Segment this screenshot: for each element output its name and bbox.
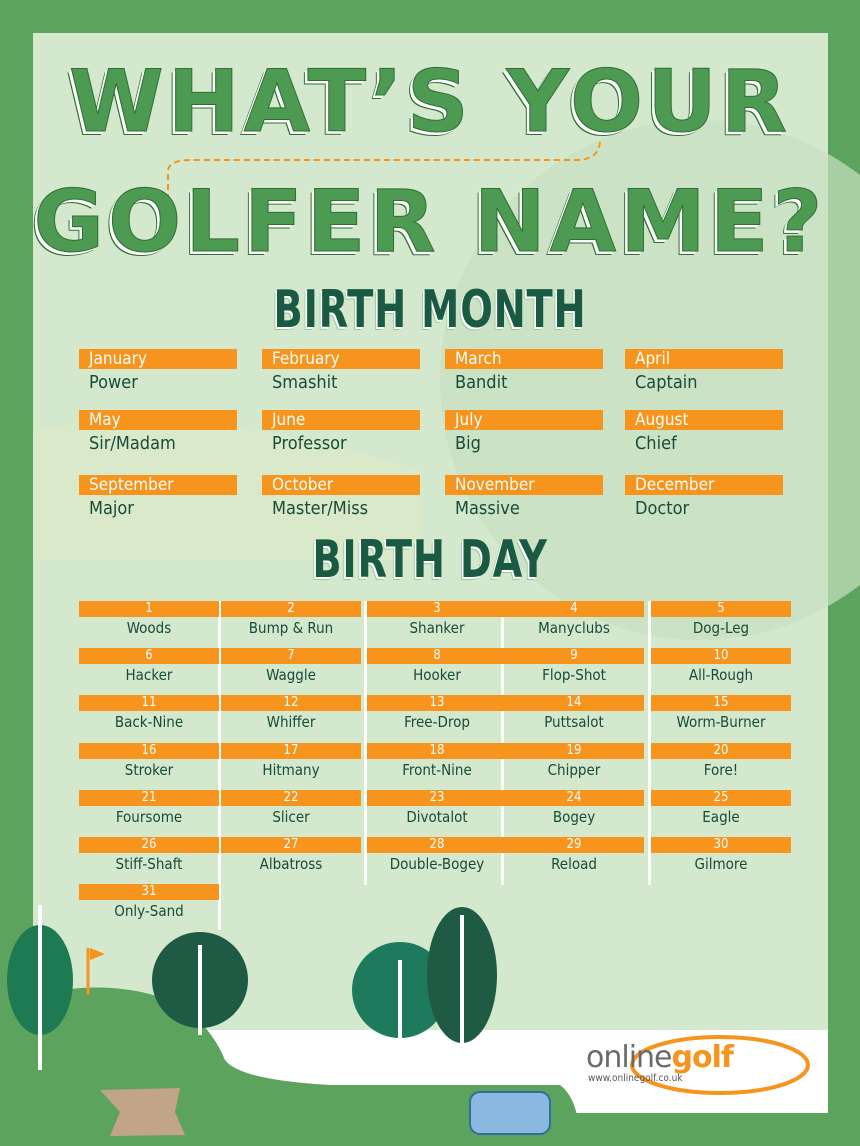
day-entry [651,648,791,684]
day-number: 27 [221,837,361,853]
logo-url: www.onlinegolf.co.uk [588,1073,683,1084]
month-label: December [625,475,783,495]
day-number: 22 [221,790,361,806]
month-label: January [79,349,237,369]
day-entry [504,837,644,873]
day-number: 19 [504,743,644,759]
day-entry [367,601,507,637]
month-golfer-name: Chief [635,433,677,454]
day-golfer-name: Divotalot [406,807,468,826]
day-entry [79,884,219,920]
water-hazard [470,1092,550,1134]
day-entry [651,695,791,731]
month-golfer-name: Professor [272,433,347,454]
month-entry [79,349,237,393]
day-number: 17 [221,743,361,759]
month-entry [625,475,783,519]
month-label: April [625,349,783,369]
day-entry [79,648,219,684]
month-entry [445,349,603,393]
month-golfer-name: Doctor [635,498,690,519]
title-line-2: GOLFER NAME? [33,172,827,272]
day-golfer-name: Free-Drop [404,713,470,732]
day-golfer-name: Stroker [124,760,174,779]
month-entry [262,349,420,393]
day-number: 31 [79,884,219,900]
day-golfer-name: Dog-Leg [692,619,750,637]
day-entry [651,743,791,779]
day-golfer-name: All-Rough [688,666,754,685]
day-golfer-name: Front-Nine [402,760,472,779]
birth-month-heading: BIRTH MONTH [273,280,587,340]
day-entry [367,790,507,826]
day-golfer-name: Chipper [547,760,601,779]
month-entry [262,410,420,454]
day-entry [79,790,219,826]
month-label: November [445,475,603,495]
month-label: August [625,410,783,430]
day-entry [504,648,644,684]
day-number: 9 [504,648,644,664]
day-golfer-name: Hooker [413,666,461,685]
day-golfer-name: Worm-Burner [676,713,766,732]
day-golfer-name: Woods [126,619,172,637]
month-entry [445,475,603,519]
day-number: 11 [79,695,219,711]
day-entry [367,837,507,873]
day-entry [504,743,644,779]
day-entry [79,601,219,637]
day-entry [79,743,219,779]
day-entry [651,601,791,637]
month-label: July [445,410,603,430]
day-number: 16 [79,743,219,759]
birth-day-heading: BIRTH DAY [312,530,548,590]
day-golfer-name: Fore! [703,760,739,779]
day-entry [79,695,219,731]
month-entry [445,410,603,454]
day-golfer-name: Manyclubs [538,619,610,637]
logo-part-2: golf [671,1040,733,1075]
day-number: 18 [367,743,507,759]
day-number: 20 [651,743,791,759]
day-golfer-name: Hitmany [262,760,320,779]
month-golfer-name: Major [89,498,134,519]
day-golfer-name: Stiff-Shaft [115,855,183,873]
day-number: 5 [651,601,791,617]
day-number: 13 [367,695,507,711]
day-entry [79,837,219,873]
day-golfer-name: Slicer [272,807,310,826]
day-golfer-name: Double-Bogey [389,855,485,873]
month-golfer-name: Power [89,372,138,393]
day-number: 4 [504,601,644,617]
onlinegolf-logo [586,1040,733,1084]
day-golfer-name: Bump & Run [248,619,334,637]
day-number: 30 [651,837,791,853]
day-number: 7 [221,648,361,664]
month-golfer-name: Bandit [455,372,508,393]
month-label: May [79,410,237,430]
title-line-1: WHAT’S YOUR [68,52,792,152]
month-label: June [262,410,420,430]
day-number: 29 [504,837,644,853]
month-entry [79,475,237,519]
month-golfer-name: Captain [635,372,698,393]
month-golfer-name: Sir/Madam [89,433,176,454]
flag-icon [90,948,105,960]
day-golfer-name: Flop-Shot [542,666,606,685]
day-golfer-name: Shanker [409,619,465,637]
month-entry [262,475,420,519]
day-number: 2 [221,601,361,617]
day-golfer-name: Only-Sand [114,902,184,921]
day-golfer-name: Reload [551,855,597,873]
day-entry [367,695,507,731]
month-golfer-name: Big [455,433,481,454]
day-golfer-name: Gilmore [694,855,748,873]
logo-part-1: online [586,1040,672,1075]
day-number: 24 [504,790,644,806]
day-entry [504,790,644,826]
day-entry [221,743,361,779]
day-entry [367,648,507,684]
day-entry [504,695,644,731]
month-entry [625,410,783,454]
month-entry [79,410,237,454]
day-golfer-name: Eagle [702,807,740,826]
day-number: 12 [221,695,361,711]
day-number: 25 [651,790,791,806]
day-entry [651,837,791,873]
day-number: 14 [504,695,644,711]
day-golfer-name: Back-Nine [114,713,184,732]
month-label: October [262,475,420,495]
day-number: 21 [79,790,219,806]
day-entry [651,790,791,826]
day-number: 3 [367,601,507,617]
month-golfer-name: Massive [455,498,520,519]
day-entry [221,790,361,826]
day-entry [221,601,361,637]
month-label: September [79,475,237,495]
month-golfer-name: Smashit [272,372,338,393]
day-entry [367,743,507,779]
month-golfer-name: Master/Miss [272,498,369,519]
day-golfer-name: Albatross [259,855,323,873]
day-golfer-name: Waggle [266,666,316,685]
day-golfer-name: Hacker [125,666,173,685]
month-entry [625,349,783,393]
day-number: 26 [79,837,219,853]
day-golfer-name: Puttsalot [544,713,604,732]
day-number: 8 [367,648,507,664]
day-entry [221,648,361,684]
day-number: 1 [79,601,219,617]
day-number: 10 [651,648,791,664]
day-entry [504,601,644,637]
day-golfer-name: Whiffer [266,713,316,732]
month-label: March [445,349,603,369]
day-number: 23 [367,790,507,806]
month-label: February [262,349,420,369]
day-entry [221,837,361,873]
day-number: 15 [651,695,791,711]
day-entry [221,695,361,731]
day-number: 28 [367,837,507,853]
day-golfer-name: Bogey [552,807,596,826]
day-golfer-name: Foursome [115,807,183,826]
day-number: 6 [79,648,219,664]
